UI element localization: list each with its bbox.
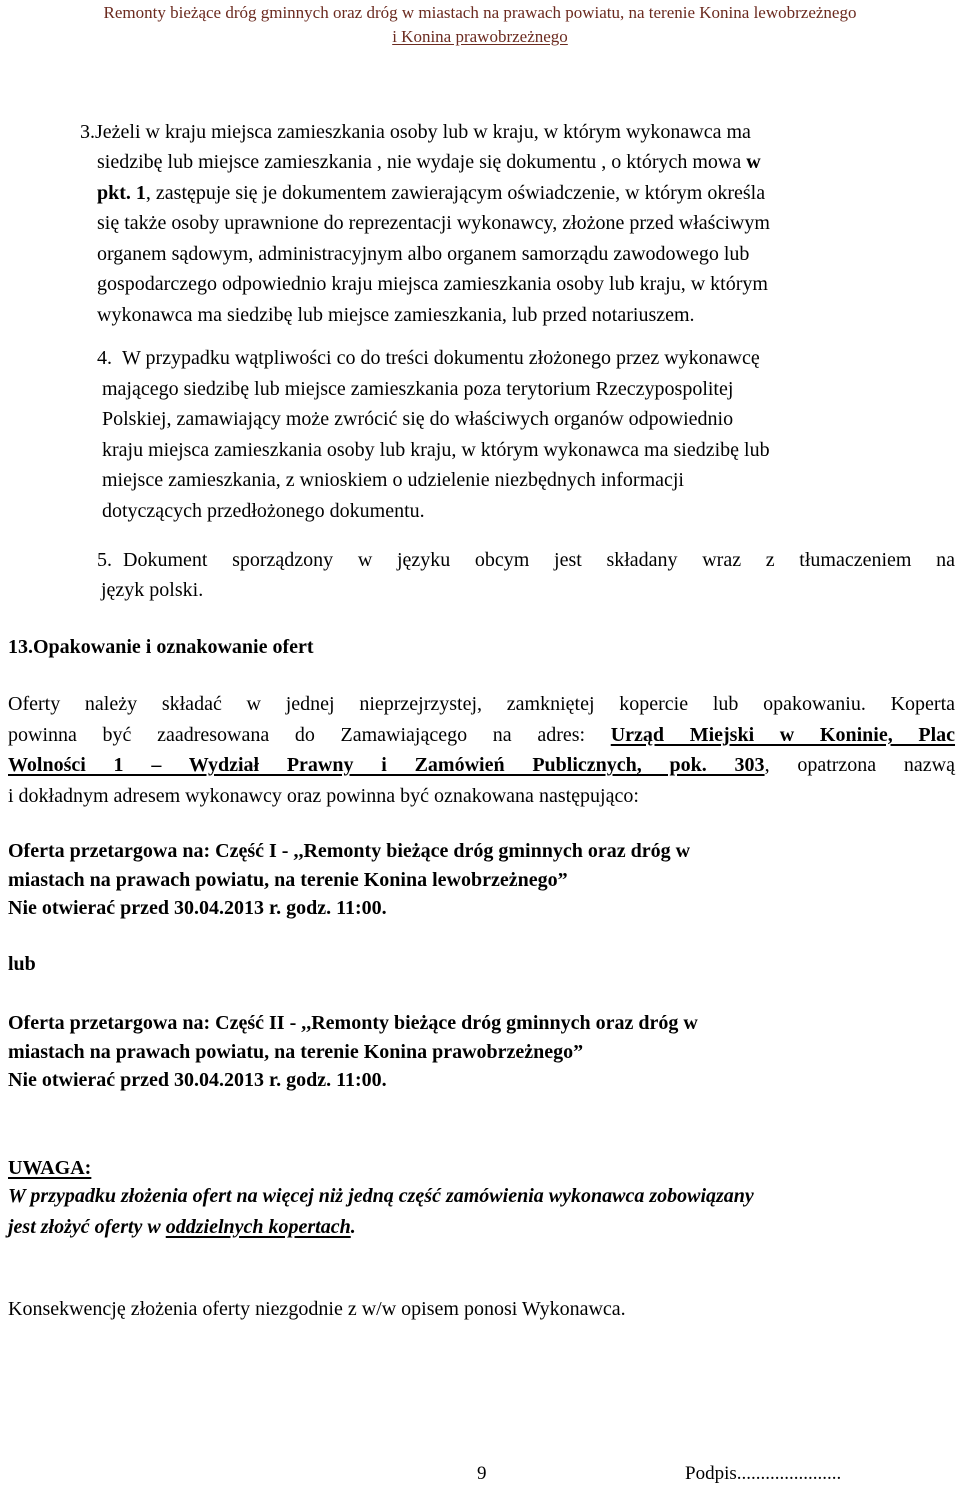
- paragraph-3-line: pkt. 1, zastępuje się je dokumentem zawierającym oświadczenie, w którym określa: [97, 181, 766, 204]
- paragraph-3: [80, 117, 951, 148]
- paragraph-4-line: W przypadku wątpliwości co do treści dokumentu złożonego przez wykonawcę: [122, 347, 760, 369]
- offer-label-part-2: Oferta przetargowa na: Część II - ,,Remonty bieżące dróg gminnych oraz dróg w miastach na prawach powiatu, na terenie Konina prawobrzeżnego” Nie otwierać przed 30.04.2013 r. godz. 11:00.: [8, 1012, 698, 1092]
- paragraph-4-line: Polskiej, zamawiający może zwrócić się do właściwych organów odpowiednio: [102, 408, 734, 430]
- header-title-line1: Remonty bieżące dróg gminnych oraz dróg w miastach na prawach powiatu, na terenie Konina lewobrzeżnego: [103, 3, 857, 22]
- paragraph-3-line: 3.Jeżeli w kraju miejsca zamieszkania osoby lub w kraju, w którym wykonawca ma: [80, 121, 751, 143]
- offer-label-part-1: Oferta przetargowa na: Część I - ,,Remonty bieżące dróg gminnych oraz dróg w miastach na prawach powiatu, na terenie Konina lewobrzeżnego” Nie otwierać przed 30.04.2013 r. godz. 11:00.: [8, 840, 691, 920]
- paragraph-5-line: Dokument sporządzony w języku obcym jest składany wraz z tłumaczeniem na: [123, 549, 955, 571]
- paragraph-3-line: siedzibę lub miejsce zamieszkania , nie wydaje się dokumentu , o których mowa w: [97, 151, 761, 173]
- paragraph-3-line: wykonawca ma siedzibę lub miejsce zamieszkania, lub przed notariuszem.: [97, 303, 695, 326]
- paragraph-4-line: miejsce zamieszkania, z wnioskiem o udzielenie niezbędnych informacji: [102, 469, 684, 491]
- or-label: lub: [8, 953, 36, 975]
- section-13-line: i dokładnym adresem wykonawcy oraz powinna być oznakowana następująco:: [8, 784, 639, 807]
- note-title: UWAGA:: [8, 1157, 92, 1179]
- paragraph-4: [102, 343, 951, 526]
- paragraph-4-number: 4.: [97, 347, 112, 369]
- section-13-heading: 13.Opakowanie i oznakowanie ofert: [8, 636, 314, 658]
- signature-field: Podpis......................: [685, 1463, 842, 1484]
- section-13-body: [8, 689, 955, 811]
- page-number: 9: [477, 1463, 487, 1484]
- note-text: W przypadku złożenia ofert na więcej niż jedną część zamówienia wykonawca zobowiązany jest złożyć oferty w oddzielnych kopertach.: [8, 1185, 754, 1238]
- header-title-line2: i Konina prawobrzeżnego: [392, 27, 568, 46]
- document-header: [0, 0, 960, 49]
- section-13-line: Wolności 1 – Wydział Prawny i Zamówień Publicznych, pok. 303, opatrzona nazwą: [8, 754, 956, 776]
- section-13-line: Oferty należy składać w jednej nieprzejrzystej, zamkniętej kopercie lub opakowaniu. Koperta: [8, 693, 955, 715]
- paragraph-5: [123, 545, 955, 576]
- paragraph-3-line: gospodarczego odpowiednio kraju miejsca zamieszkania osoby lub kraju, w którym: [97, 273, 768, 295]
- section-13-line: powinna być zaadresowana do Zamawiającego na adres: Urząd Miejski w Koninie, Plac: [8, 723, 956, 746]
- paragraph-5-line2: język polski.: [101, 579, 204, 601]
- paragraph-4-line: dotyczących przedłożonego dokumentu.: [102, 499, 425, 522]
- closing-statement: Konsekwencję złożenia oferty niezgodnie z w/w opisem ponosi Wykonawca.: [8, 1298, 626, 1320]
- paragraph-3-line: organem sądowym, administracyjnym albo organem samorządu zawodowego lub: [97, 242, 750, 265]
- paragraph-4-line: mającego siedzibę lub miejsce zamieszkania poza terytorium Rzeczypospolitej: [102, 377, 734, 400]
- paragraph-3-line: się także osoby uprawnione do reprezentacji wykonawcy, złożone przed właściwym: [97, 212, 770, 234]
- address-text: Wolności 1 – Wydział Prawny i Zamówień Publicznych, pok. 303: [8, 754, 765, 776]
- paragraph-5-number: 5.: [97, 549, 112, 571]
- address-text: Urząd Miejski w Koninie, Plac: [610, 723, 956, 746]
- paragraph-3-body: [97, 147, 951, 330]
- paragraph-4-line: kraju miejsca zamieszkania osoby lub kraju, w którym wykonawca ma siedzibę lub: [102, 438, 770, 461]
